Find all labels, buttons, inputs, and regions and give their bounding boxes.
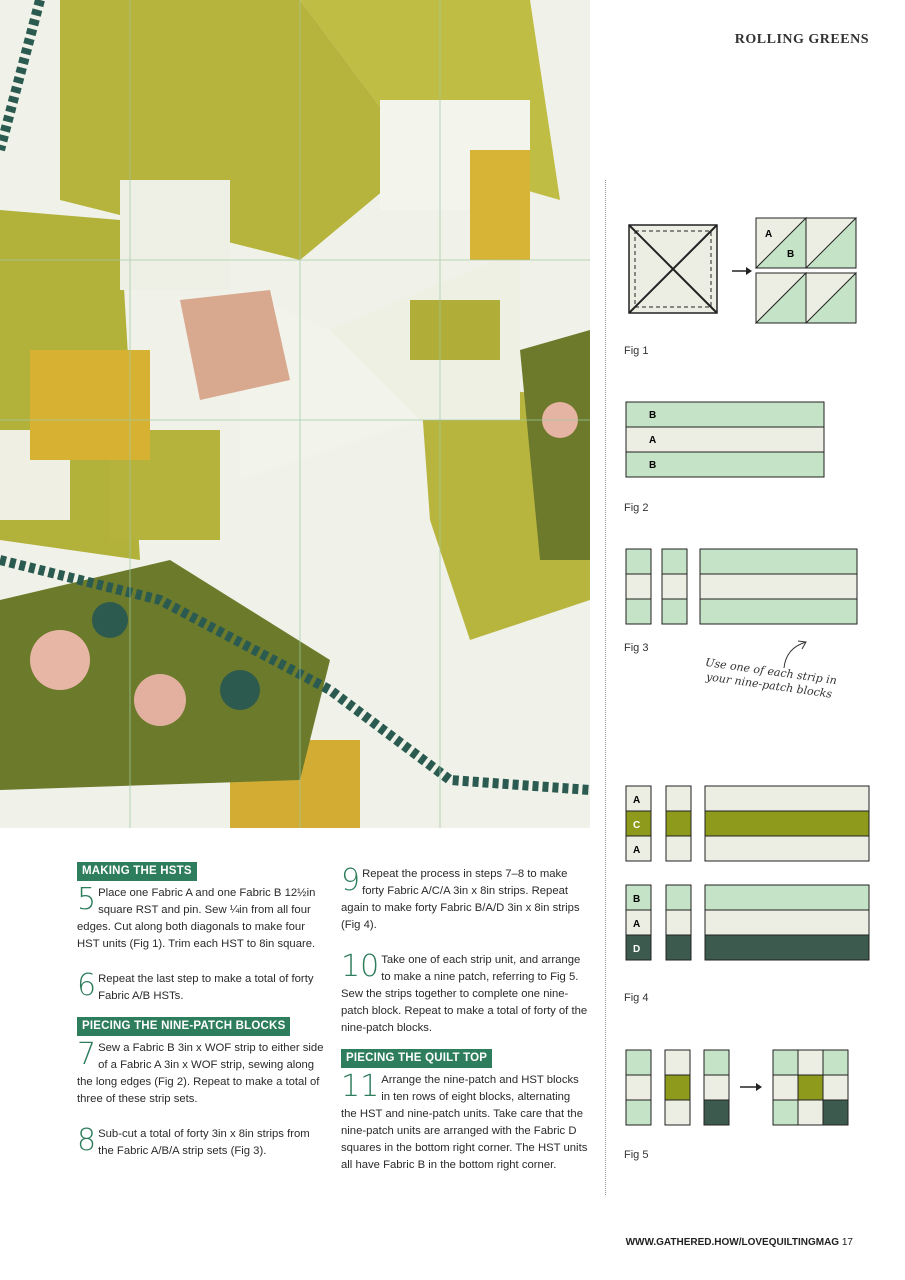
fig4-set2-row2: A xyxy=(633,919,641,930)
figure-4-label: Fig 4 xyxy=(624,992,649,1004)
figure-3-diagram xyxy=(624,547,862,627)
page-header-title: ROLLING GREENS xyxy=(734,32,869,47)
quilt-illustration xyxy=(0,0,590,828)
figure-5-label: Fig 5 xyxy=(624,1149,649,1161)
handwritten-note: Use one of each strip in your nine-patch blocks xyxy=(704,655,838,701)
text-column-right xyxy=(341,863,589,1186)
fig2-row-1: B xyxy=(649,410,657,421)
fig2-row-2: A xyxy=(649,435,657,446)
footer-url: WWW.GATHERED.HOW/LOVEQUILTINGMAG xyxy=(625,1237,840,1248)
step-text: Take one of each strip unit, and arrange to make a nine patch, referring to Fig 5. Sew the strips together to complete one nine-patch block. Repeat to make a total of forty of the nine-patch blocks. xyxy=(341,954,588,1034)
step-number: 11 xyxy=(341,1069,380,1104)
step-text: Repeat the last step to make a total of forty Fabric A/B HSTs. xyxy=(98,973,314,1002)
fig1-label-a: A xyxy=(765,229,773,240)
step-number: 9 xyxy=(341,863,361,898)
figure-2-diagram xyxy=(624,400,829,482)
step-number: 10 xyxy=(341,949,380,984)
figure-5-diagram xyxy=(624,1048,856,1130)
step-10 xyxy=(341,949,589,1037)
fig4-set2-row3: D xyxy=(633,944,641,955)
figure-1-diagram xyxy=(624,215,860,330)
figure-2-label: Fig 2 xyxy=(624,502,649,514)
figure-1-label: Fig 1 xyxy=(624,345,649,357)
step-9 xyxy=(341,863,589,934)
fig4-set1-row1: A xyxy=(633,795,641,806)
page-footer xyxy=(626,1237,853,1248)
step-11 xyxy=(341,1069,589,1174)
step-text: Repeat the process in steps 7–8 to make forty Fabric A/C/A 3in x 8in strips. Repeat again to make forty Fabric B/A/D 3in x 8in strips (Fig 4). xyxy=(341,868,580,931)
step-8 xyxy=(77,1123,325,1160)
fig4-set1-row3: A xyxy=(633,845,641,856)
fig4-set2-row1: B xyxy=(633,894,641,905)
step-number: 7 xyxy=(77,1037,97,1072)
fig2-row-3: B xyxy=(649,460,657,471)
step-text: Arrange the nine-patch and HST blocks in ten rows of eight blocks, alternating the HST and nine-patch units. Take care that the nine-patch units are arranged with the Fabric D squares in the bottom right corner. The HST units all have Fabric B in the bottom right corner. xyxy=(341,1074,588,1171)
step-number: 6 xyxy=(77,968,97,1003)
figure-3-label: Fig 3 xyxy=(624,642,649,654)
fig4-set1-row2: C xyxy=(633,820,641,831)
fig1-label-b: B xyxy=(787,249,795,260)
step-number: 8 xyxy=(77,1123,97,1158)
step-text: Sub-cut a total of forty 3in x 8in strips from the Fabric A/B/A strip sets (Fig 3). xyxy=(98,1128,310,1157)
figure-4-diagram xyxy=(624,784,874,966)
step-6 xyxy=(77,968,325,1005)
section-heading-nine-patch: PIECING THE NINE-PATCH BLOCKS xyxy=(77,1017,290,1036)
section-heading-quilt-top: PIECING THE QUILT TOP xyxy=(341,1049,492,1068)
text-column-left xyxy=(77,862,325,1172)
section-heading-making-hsts: MAKING THE HSTS xyxy=(77,862,197,881)
column-divider xyxy=(605,180,606,1195)
step-7 xyxy=(77,1037,325,1108)
step-text: Sew a Fabric B 3in x WOF strip to either side of a Fabric A 3in x WOF strip, sewing along the long edges (Fig 2). Repeat to make a total of three of these strip sets. xyxy=(77,1042,324,1105)
step-5 xyxy=(77,882,325,953)
step-text: Place one Fabric A and one Fabric B 12½in square RST and pin. Sew ¼in from all four edges. Cut along both diagonals to make four HST units (Fig 1). Trim each HST to 8in square. xyxy=(77,887,316,950)
step-number: 5 xyxy=(77,882,97,917)
quilt-photo xyxy=(0,0,590,828)
page-number: 17 xyxy=(841,1237,853,1248)
